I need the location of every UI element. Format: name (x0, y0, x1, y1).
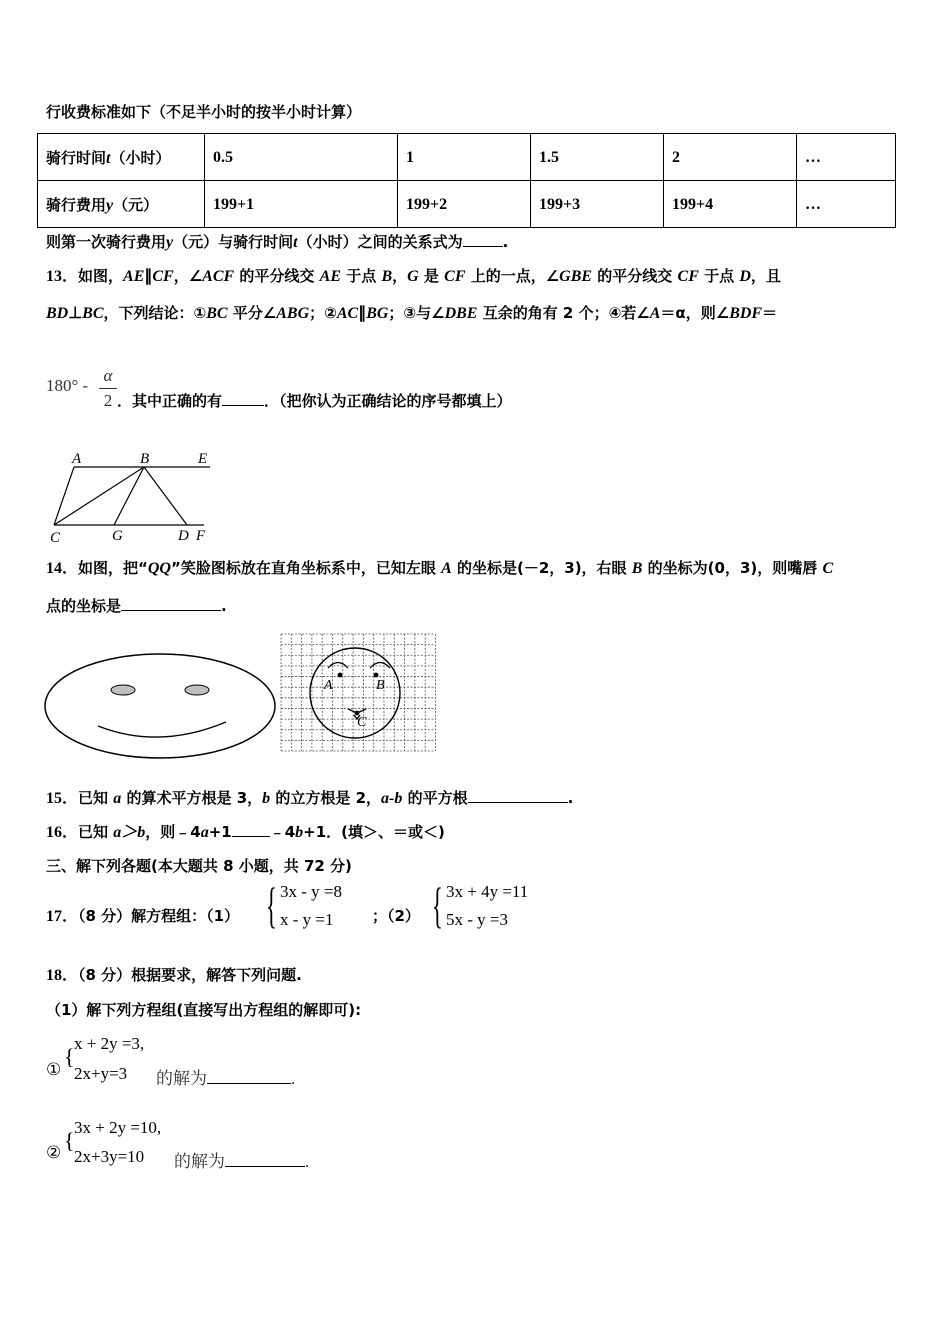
question-number: 18． (46, 967, 79, 984)
text: 的算术平方根是 3， (121, 789, 263, 807)
q13-fraction-denominator: 2 (103, 391, 113, 410)
qq-smiley-icon (42, 650, 282, 762)
symbol: ∥ (144, 268, 153, 285)
point: G (407, 268, 419, 285)
text: +1 (208, 823, 232, 841)
text: . (567, 789, 574, 807)
table-cell (664, 181, 797, 228)
text: （元）与骑行时间 (173, 233, 294, 251)
text: （8 分）解方程组：（1） (78, 907, 240, 925)
section-heading: 三、解下列各题(本大题共 8 小题，共 72 分) (46, 857, 352, 875)
angle: GBE (559, 268, 593, 285)
point-a-dot (338, 673, 343, 678)
table-cell (205, 181, 398, 228)
text: 点的坐标是 (46, 597, 122, 615)
cell-value: 1 (406, 148, 414, 166)
text: 如图，把“ (78, 559, 148, 577)
text: ＝α，则∠ (660, 304, 730, 322)
cell-value: 2 (672, 148, 680, 166)
text: ， (392, 267, 408, 285)
text: 则第一次骑行费用 (46, 233, 167, 251)
q13-line1 (46, 266, 781, 287)
segment-bd (144, 467, 187, 525)
label-c: C (50, 530, 61, 546)
q12-relation-line (46, 232, 508, 253)
cell-value: 199+1 (213, 195, 255, 213)
var-a: a (113, 790, 122, 807)
fee-table (37, 133, 896, 228)
text: 已知 (78, 823, 114, 841)
text: ．（把你认为正确结论的序号都填上） (264, 392, 512, 410)
table-row (38, 134, 896, 181)
grid-label-a: A (324, 678, 333, 693)
q15-line (46, 788, 573, 809)
text: ”笑脸图标放在直角坐标系中，已知左眼 (170, 559, 442, 577)
table-cell (531, 181, 664, 228)
question-number: 16． (46, 824, 79, 841)
seg: BC (82, 305, 104, 322)
table-cell (531, 134, 664, 181)
text: 的立方根是 2， (270, 789, 382, 807)
expr: a-b (381, 790, 403, 807)
text: 互余的角有 2 个；④若∠ (477, 304, 650, 322)
cell-value: … (805, 148, 821, 166)
q17-prompt (46, 906, 239, 927)
text: 于点 (340, 267, 382, 285)
q13-tail (117, 391, 512, 411)
text: 的平方根 (402, 789, 468, 807)
label-e: E (198, 451, 208, 467)
answer-blank[interactable] (232, 822, 270, 837)
text: 是 (418, 267, 445, 285)
var-y: y (106, 196, 114, 214)
text: +1．(填＞、＝或＜) (303, 823, 445, 841)
table-cell (797, 134, 896, 181)
question-number: 15． (46, 790, 79, 807)
text: 的坐标是(－2，3)，右眼 (451, 559, 632, 577)
text: . (502, 233, 509, 251)
table-row (38, 181, 896, 228)
row-header-time (38, 134, 205, 181)
seg: BC (206, 305, 228, 322)
cell-value: 199+3 (539, 195, 581, 213)
question-number: 14． (46, 560, 79, 577)
intro-text: 行收费标准如下（不足半小时的按半小时计算） (46, 103, 362, 121)
q13-geometry-figure (44, 446, 220, 546)
q18-e2-line2: 2x+3y=10 (74, 1147, 145, 1166)
right-eye-icon (185, 685, 209, 695)
brace-icon: { (64, 1044, 75, 1069)
symbol: ∥ (358, 305, 367, 322)
text: ，则﹣4 (145, 823, 201, 841)
point: C (822, 560, 834, 577)
brace-icon: { (64, 1128, 75, 1153)
text: ＝ (762, 304, 778, 322)
text: ，且 (750, 267, 781, 285)
angle: DBE (444, 305, 478, 322)
brace-icon: { (432, 877, 443, 933)
text: ；② (309, 304, 337, 322)
q13-fraction-numerator (100, 366, 116, 386)
answer-blank[interactable] (468, 788, 568, 803)
label-f: F (196, 528, 206, 544)
point: A (441, 560, 452, 577)
row-header-fee (38, 181, 205, 228)
system2-eq1: 3x + 4y =11 (446, 882, 529, 901)
q18-sub1: （1）解下列方程组(直接写出方程组的解即可): (46, 1001, 362, 1019)
angle: ABG (276, 305, 310, 322)
text: （小时）之间的关系式为 (297, 233, 463, 251)
mouth-curve (98, 722, 226, 737)
cell-value: 1.5 (539, 148, 559, 166)
table-cell (205, 134, 398, 181)
seg: CF (152, 268, 174, 285)
fraction-bar (99, 388, 117, 389)
label-b: B (140, 451, 150, 467)
row-label: 骑行费用 (46, 195, 107, 214)
q14-grid-figure (280, 633, 436, 753)
var-b: b (295, 824, 304, 841)
face-circle (310, 648, 400, 738)
segment-bc (54, 467, 144, 525)
table-cell (664, 134, 797, 181)
q13-line2 (46, 303, 777, 324)
text: . (221, 597, 227, 615)
text: 上的一点，∠ (465, 267, 560, 285)
angle: BDF (729, 305, 763, 322)
answer-blank[interactable] (463, 232, 503, 247)
text: ，下列结论：① (103, 304, 207, 322)
grid-label-c: C (357, 715, 367, 730)
point: D (739, 268, 751, 285)
var-t: t (106, 149, 111, 167)
seg: CF (444, 268, 466, 285)
circled-one-icon: ① (46, 1060, 62, 1079)
brace-icon: { (266, 877, 277, 933)
text: 的平分线交 (592, 267, 678, 285)
answer-blank[interactable] (207, 1069, 291, 1084)
segment-ac (54, 467, 74, 525)
text-qq: QQ (147, 560, 171, 577)
point: B (631, 560, 643, 577)
left-brow (328, 663, 348, 669)
var-y: y (166, 234, 174, 251)
q18-e1-line2: 2x+y=3 (74, 1064, 128, 1083)
q14-line1 (46, 558, 833, 579)
text: ；③与∠ (388, 304, 445, 322)
text: 于点 (698, 267, 740, 285)
text: 的解为 (174, 1152, 225, 1171)
var-t: t (293, 234, 298, 251)
text: ﹣4 (269, 823, 296, 841)
answer-blank[interactable] (225, 1152, 305, 1167)
text: . (291, 1069, 296, 1088)
text: ，∠ (173, 267, 203, 285)
seg: AE (123, 268, 145, 285)
grid-label-b: B (376, 678, 385, 693)
system1-eq2: x - y =1 (280, 910, 334, 929)
seg: AE (319, 268, 341, 285)
cell-value: … (805, 195, 821, 213)
text: ．其中正确的有 (117, 392, 223, 410)
point: B (381, 268, 393, 285)
question-number: 13． (46, 268, 79, 285)
text: 已知 (78, 789, 114, 807)
question-number: 17． (46, 908, 79, 925)
text: 的平分线交 (234, 267, 320, 285)
face-outline (45, 654, 275, 758)
table-cell (797, 181, 896, 228)
right-brow (370, 663, 390, 669)
cell-value: 0.5 (213, 148, 233, 166)
q18-prompt (46, 965, 302, 986)
label-a: A (72, 451, 82, 467)
q18-e2-tail (174, 1147, 309, 1172)
q14-line2 (46, 596, 227, 616)
point: A (649, 305, 661, 322)
var-b: b (262, 790, 271, 807)
segment-bg (114, 467, 144, 525)
point-b-dot (374, 673, 379, 678)
label-d: D (178, 528, 189, 544)
row-label-unit: （小时） (110, 148, 171, 167)
table-cell (398, 134, 531, 181)
text: （8 分）根据要求，解答下列问题. (78, 966, 302, 984)
var-a: a (200, 824, 209, 841)
seg: BD (46, 305, 69, 322)
text: . (305, 1152, 310, 1171)
grid-lines (281, 634, 436, 751)
table-cell (398, 181, 531, 228)
left-eye-icon (111, 685, 135, 695)
label-g: G (112, 528, 123, 544)
q13-fraction-prefix: 180° - (46, 376, 89, 395)
symbol: ⊥ (68, 305, 83, 322)
answer-blank[interactable] (222, 391, 264, 406)
q18-e2-line1: 3x + 2y =10, (74, 1118, 162, 1137)
q17-separator: ；（2） (372, 907, 420, 925)
text: 的解为 (156, 1069, 207, 1088)
cell-value: 199+2 (406, 195, 448, 213)
q18-e1-tail (156, 1064, 295, 1089)
text: 的坐标为(0，3)，则嘴唇 (642, 559, 823, 577)
seg: AC (336, 305, 359, 322)
text: 如图， (78, 267, 124, 285)
row-label-unit: （元） (113, 195, 159, 214)
circled-two-icon: ② (46, 1143, 62, 1162)
seg: BG (366, 305, 389, 322)
system2-eq2: 5x - y =3 (446, 910, 508, 929)
expr: a＞b (113, 824, 146, 841)
angle: ACF (202, 268, 235, 285)
alpha: α (103, 366, 113, 385)
cell-value: 199+4 (672, 195, 714, 213)
row-label: 骑行时间 (46, 148, 107, 167)
system1-eq1: 3x - y =8 (280, 882, 342, 901)
text: 平分∠ (227, 304, 277, 322)
q16-line (46, 822, 445, 843)
q18-e1-line1: x + 2y =3, (74, 1034, 145, 1053)
seg: CF (677, 268, 699, 285)
answer-blank[interactable] (121, 596, 221, 611)
